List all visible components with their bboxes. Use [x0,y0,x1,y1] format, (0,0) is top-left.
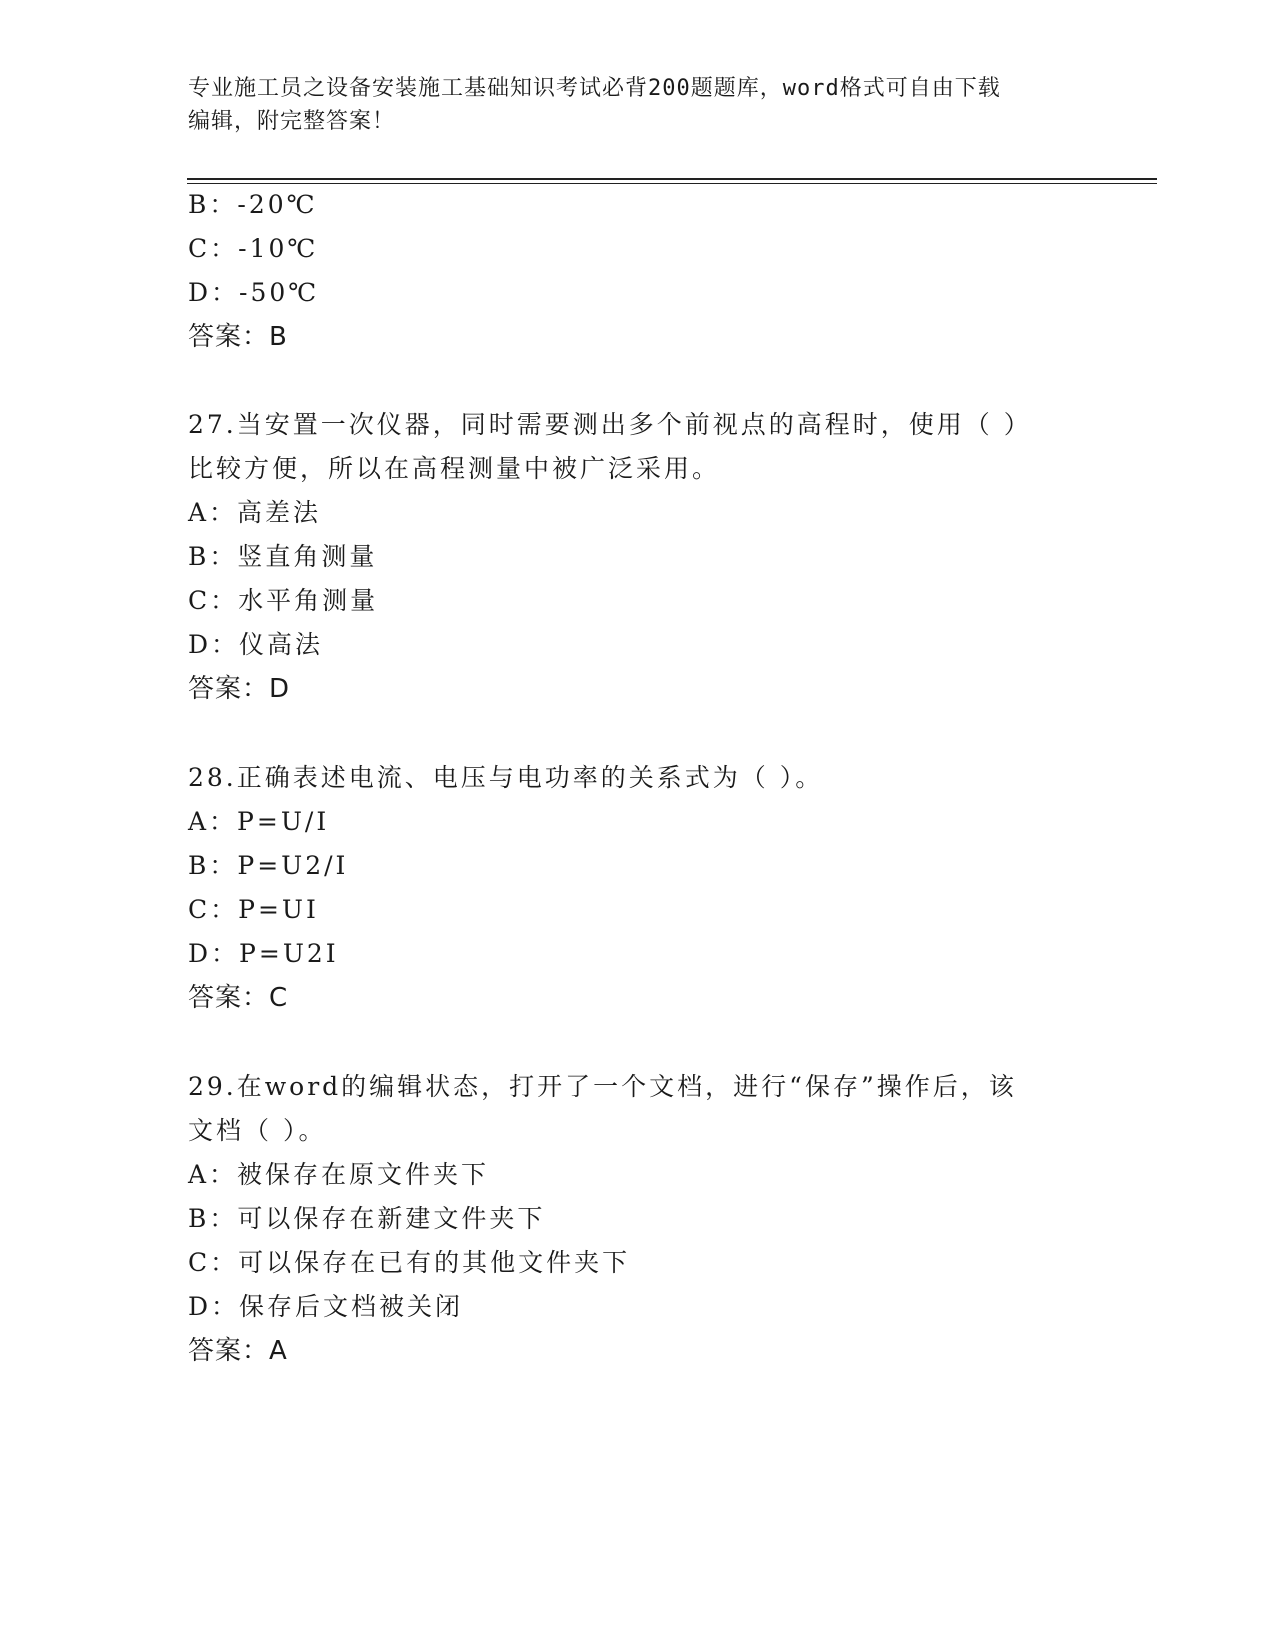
q27-option-a: A：高差法 [188,498,322,527]
header-line-1: 专业施工员之设备安装施工基础知识考试必背200题题库，word格式可自由下载 [188,76,1001,101]
q28-option-c: C：P=UI [188,895,319,924]
q29-stem-line-2: 文档（ ）。 [188,1116,327,1145]
q26-option-d: D：-50℃ [188,278,320,307]
q29-option-c: C：可以保存在已有的其他文件夹下 [188,1248,631,1277]
q29-answer: 答案：A [188,1336,288,1366]
q28-answer: 答案：C [188,983,289,1013]
q28-option-d: D：P=U2I [188,939,339,968]
q29-option-b: B：可以保存在新建文件夹下 [188,1204,546,1233]
header-rule-thick [187,178,1157,180]
q28-option-a: A：P=U/I [188,807,330,836]
q27-stem-line-2: 比较方便，所以在高程测量中被广泛采用。 [188,454,721,483]
q26-answer: 答案：B [188,322,288,352]
document-header [188,72,1088,138]
q29-option-d: D：保存后文档被关闭 [188,1292,464,1321]
header-line-2: 编辑，附完整答案！ [188,109,396,134]
q26-option-b: B：-20℃ [188,190,318,219]
q27-answer: 答案：D [188,674,291,704]
q28-option-b: B：P=U2/I [188,851,349,880]
q27-option-c: C：水平角测量 [188,586,379,615]
q29-option-a: A：被保存在原文件夹下 [188,1160,490,1189]
header-rule-thin [187,183,1157,184]
q27-option-b: B：竖直角测量 [188,542,378,571]
q28-stem-line-1: 28.正确表述电流、电压与电功率的关系式为（ ）。 [188,763,824,792]
q26-option-c: C：-10℃ [188,234,319,263]
q27-stem-line-1: 27.当安置一次仪器，同时需要测出多个前视点的高程时，使用（ ） [188,410,1032,439]
q29-stem-line-1: 29.在word的编辑状态，打开了一个文档，进行“保存”操作后，该 [188,1072,1017,1101]
q27-option-d: D：仪高法 [188,630,324,659]
